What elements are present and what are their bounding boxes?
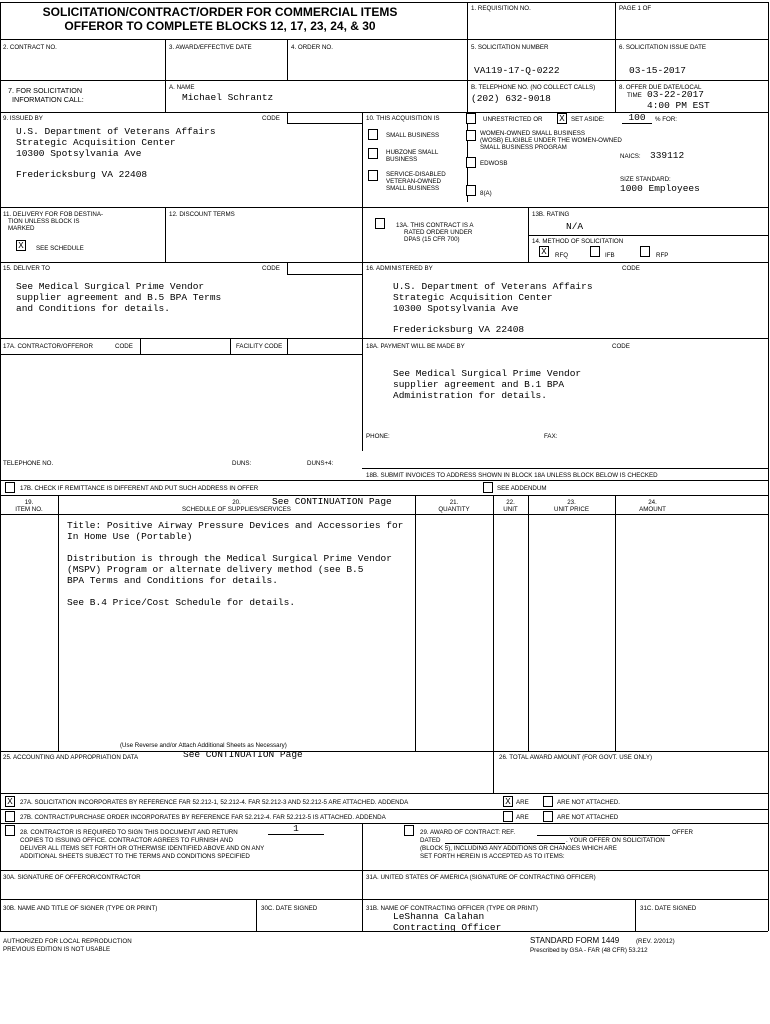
contact-phone[interactable]: (202) 632-9018 [471, 93, 551, 104]
small-business-label: SMALL BUSINESS [386, 132, 440, 139]
payment-line: Administration for details. [393, 390, 547, 401]
deliver-to-line: supplier agreement and B.5 BPA Terms [16, 292, 222, 303]
27b-checkbox[interactable] [5, 811, 15, 822]
delivery-fob-label: 11. DELIVERY FOR FOB DESTINA- TION UNLESS BLOCK IS MARKED [3, 211, 104, 232]
29-ref-blank[interactable] [537, 835, 670, 836]
payment-phone-label: PHONE: [366, 433, 390, 440]
unit-price-header: 23. UNIT PRICE [554, 499, 589, 513]
see-addendum-label: SEE ADDENDUM [497, 485, 547, 492]
contractor-code-label: CODE [115, 343, 133, 350]
total-award-label: 26. TOTAL AWARD AMOUNT (FOR GOVT. USE ONLY) [499, 754, 653, 761]
29-line: 29. AWARD OF CONTRACT: REF. [420, 829, 516, 836]
duns4-label: DUNS+4: [307, 460, 334, 467]
27a-checkbox[interactable]: X [5, 796, 15, 807]
administered-by-label: 16. ADMINISTERED BY [366, 265, 433, 272]
payment-fax-label: FAX: [544, 433, 558, 440]
rated-order-label: 13A. THIS CONTRACT IS A RATED ORDER UNDER DPAS (15 CFR 700) [396, 222, 474, 243]
28-line: ADDITIONAL SHEETS SUBJECT TO THE TERMS AND CONDITIONS SPECIFIED [20, 853, 250, 860]
item-no-header: 19. ITEM NO. [15, 499, 43, 513]
amount-header: 24. AMOUNT [639, 499, 666, 513]
29-dated-blank[interactable] [445, 843, 565, 844]
administered-by-line: Fredericksburg VA 22408 [393, 324, 525, 335]
requisition-no-label: 1. REQUISITION NO. [471, 5, 531, 12]
unit-header: 22. UNIT [503, 499, 518, 513]
are-attached-label-2: ARE [516, 814, 529, 821]
unrestricted-label: UNRESTRICTED OR [483, 116, 543, 123]
deliver-to-label: 15. DELIVER TO [3, 265, 50, 272]
schedule-footer-note: (Use Reverse and/or Attach Additional Sheets as Necessary) [120, 742, 287, 749]
remittance-checkbox[interactable] [5, 482, 15, 493]
rated-order-checkbox[interactable] [375, 218, 385, 229]
contractor-label: 17A. CONTRACTOR/OFFEROR [3, 343, 93, 350]
award-date-label: 3. AWARD/EFFECTIVE DATE [169, 44, 252, 51]
contractor-telephone-label: TELEPHONE NO. [3, 460, 54, 467]
submit-invoices-label: 18B. SUBMIT INVOICES TO ADDRESS SHOWN IN BLOCK 18A UNLESS BLOCK BELOW IS CHECKED [366, 472, 658, 479]
form-title-line2: OFFEROR TO COMPLETE BLOCKS 12, 17, 23, 24, & 30 [64, 19, 376, 33]
form-number: STANDARD FORM 1449 [530, 936, 620, 945]
naics-label: NAICS: [620, 153, 641, 160]
schedule-body-line: Distribution is through the Medical Surgical Prime Vendor [67, 553, 392, 564]
name-label: A. NAME [169, 84, 195, 91]
naics-code[interactable]: 339112 [650, 150, 685, 161]
hubzone-label: HUBZONE SMALL BUSINESS [386, 149, 439, 163]
prescribed-by: Prescribed by GSA - FAR (48 CFR) 53.212 [530, 947, 648, 954]
30c-label: 30C. DATE SIGNED [261, 905, 318, 912]
29-checkbox[interactable] [404, 825, 414, 836]
wosb-label: WOMEN-OWNED SMALL BUSINESS (WOSB) ELIGIBLE UNDER THE WOMEN-OWNED SMALL BUSINESS PROGRAM [480, 130, 622, 151]
issued-by-line: Fredericksburg VA 22408 [16, 169, 148, 180]
are-not-attached-checkbox[interactable] [543, 796, 553, 807]
offer-due-time[interactable]: 4:00 PM EST [647, 100, 710, 111]
form-revision: (REV. 2/2012) [636, 938, 675, 945]
ifb-label: IFB [605, 252, 615, 259]
29-dated-label: DATED [420, 837, 441, 844]
method-label: 14. METHOD OF SOLICITATION [532, 238, 624, 245]
small-business-checkbox[interactable] [368, 129, 378, 140]
31b-label: 31B. NAME OF CONTRACTING OFFICER (TYPE OR PRINT) [366, 905, 538, 912]
solicitation-no-label: 5. SOLICITATION NUMBER [471, 44, 549, 51]
offer-due-time-label: TIME [627, 92, 642, 99]
copies-count[interactable]: 1 [268, 823, 324, 835]
accounting-label: 25. ACCOUNTING AND APPROPRIATION DATA [3, 754, 139, 761]
offer-due-date[interactable]: 03-22-2017 [647, 89, 705, 100]
contact-name[interactable]: Michael Schrantz [182, 92, 274, 103]
28-checkbox[interactable] [5, 825, 15, 836]
are-attached-checkbox-2[interactable] [503, 811, 513, 822]
are-not-attached-checkbox-2[interactable] [543, 811, 553, 822]
administered-by-line: U.S. Department of Veterans Affairs [393, 281, 593, 292]
see-addendum-checkbox[interactable] [483, 482, 493, 493]
set-aside-label: SET ASIDE: [571, 116, 605, 123]
previous-edition-note: PREVIOUS EDITION IS NOT USABLE [3, 946, 111, 953]
schedule-body-line: See B.4 Price/Cost Schedule for details. [67, 597, 296, 608]
28-line: 28. CONTRACTOR IS REQUIRED TO SIGN THIS DOCUMENT AND RETURN [20, 829, 238, 836]
administered-by-code-label: CODE [622, 265, 640, 272]
sdvosb-label: SERVICE-DISABLED VETERAN-OWNED SMALL BUSINESS [386, 171, 446, 192]
rfq-label: RFQ [555, 252, 569, 259]
rating-label: 13B. RATING [532, 211, 570, 218]
deliver-to-line: and Conditions for details. [16, 303, 170, 314]
size-standard-label: SIZE STANDARD: [620, 176, 671, 183]
are-attached-checkbox[interactable]: X [503, 796, 513, 807]
28-line: COPIES TO ISSUING OFFICE. CONTRACTOR AGREES TO FURNISH AND [20, 837, 233, 844]
facility-code-label: FACILITY CODE [236, 343, 283, 350]
see-schedule-label: SEE SCHEDULE [36, 245, 84, 252]
form-title-line1: SOLICITATION/CONTRACT/ORDER FOR COMMERCIAL ITEMS [42, 5, 398, 19]
contract-no-label: 2. CONTRACT NO. [3, 44, 57, 51]
order-no-label: 4. ORDER NO. [291, 44, 333, 51]
29-offer-label: OFFER [672, 829, 693, 836]
deliver-to-code-label: CODE [262, 265, 280, 272]
solicitation-info-label: 7. FOR SOLICITATION INFORMATION CALL: [8, 86, 84, 104]
phone-label: B. TELEPHONE NO. (NO COLLECT CALLS) [471, 84, 596, 91]
payment-code-label: CODE [612, 343, 630, 350]
8a-checkbox[interactable] [466, 185, 476, 196]
offer-due-label: 8. OFFER DUE DATE/LOCAL [619, 84, 702, 91]
duns-label: DUNS: [232, 460, 252, 467]
acquisition-label: 10. THIS ACQUISITION IS [366, 115, 440, 122]
contracting-officer-name: LeShanna Calahan [393, 911, 485, 922]
28-line: DELIVER ALL ITEMS SET FORTH OR OTHERWISE IDENTIFIED ABOVE AND ON ANY [20, 845, 265, 852]
payment-line: supplier agreement and B.1 BPA [393, 379, 565, 390]
30a-label: 30A. SIGNATURE OF OFFEROR/CONTRACTOR [3, 874, 141, 881]
rfp-checkbox[interactable] [640, 246, 650, 257]
issued-by-line: U.S. Department of Veterans Affairs [16, 126, 216, 137]
are-attached-label: ARE [516, 799, 529, 806]
see-schedule-checkbox[interactable]: X [16, 240, 26, 251]
are-not-attached-label: ARE NOT ATTACHED. [557, 799, 620, 806]
schedule-header: 20. SCHEDULE OF SUPPLIES/SERVICES [182, 499, 291, 513]
schedule-body-line: (MSPV) Program or alternate delivery method (see B.5 [67, 564, 364, 575]
wosb-checkbox[interactable] [466, 130, 476, 141]
administered-by-line: 10300 Spotsylvania Ave [393, 303, 519, 314]
issued-by-line: 10300 Spotsylvania Ave [16, 148, 142, 159]
are-not-attached-label-2: ARE NOT ATTACHED [557, 814, 619, 821]
issue-date[interactable]: 03-15-2017 [629, 65, 687, 76]
edwosb-checkbox[interactable] [466, 157, 476, 168]
percent-for-label: % FOR: [655, 116, 678, 123]
page-label: PAGE 1 OF [619, 5, 652, 12]
rfp-label: RFP [656, 252, 669, 259]
issued-by-code-label: CODE [262, 115, 280, 122]
contracting-officer-title: Contracting Officer [393, 922, 502, 933]
discount-terms-label: 12. DISCOUNT TERMS [169, 211, 235, 218]
solicitation-number[interactable]: VA119-17-Q-0222 [474, 65, 560, 76]
rating-value[interactable]: N/A [566, 221, 584, 232]
unrestricted-checkbox[interactable] [466, 113, 476, 124]
deliver-to-line: See Medical Surgical Prime Vendor [16, 281, 205, 292]
remittance-label: 17B. CHECK IF REMITTANCE IS DIFFERENT AND PUT SUCH ADDRESS IN OFFER [20, 485, 259, 492]
sdvosb-checkbox[interactable] [368, 170, 378, 181]
payment-line: See Medical Surgical Prime Vendor [393, 368, 582, 379]
29-line: SET FORTH HEREIN IS ACCEPTED AS TO ITEMS: [420, 853, 565, 860]
27a-label: 27A. SOLICITATION INCORPORATES BY REFERENCE FAR 52.212-1, 52.212-4. FAR 52.212-3 AND 52.212-5 ARE ATTACHED. ADDENDA [20, 799, 409, 806]
29-line: (BLOCK 5), INCLUDING ANY ADDITIONS OR CHANGES WHICH ARE [420, 845, 617, 852]
quantity-header: 21. QUANTITY [438, 499, 470, 513]
accounting-value: See CONTINUATION Page [183, 749, 303, 760]
issued-by-line: Strategic Acquisition Center [16, 137, 176, 148]
8a-label: 8(A) [480, 190, 492, 197]
schedule-body-line: In Home Use (Portable) [67, 531, 193, 542]
size-standard[interactable]: 1000 Employees [620, 183, 700, 194]
rfq-checkbox[interactable]: X [539, 246, 549, 257]
29-line: . YOUR OFFER ON SOLICITATION [566, 837, 665, 844]
edwosb-label: EDWOSB [480, 160, 508, 167]
issued-by-label: 9. ISSUED BY [3, 115, 43, 122]
27b-label: 27B. CONTRACT/PURCHASE ORDER INCORPORATES BY REFERENCE FAR 52.212-4. FAR 52.212-5 IS ATTACHED. ADDENDA [20, 814, 386, 821]
hubzone-checkbox[interactable] [368, 148, 378, 159]
schedule-body-line: Title: Positive Airway Pressure Devices and Accessories for [67, 520, 404, 531]
schedule-body-line: BPA Terms and Conditions for details. [67, 575, 278, 586]
issue-date-label: 6. SOLICITATION ISSUE DATE [619, 44, 706, 51]
31c-label: 31C. DATE SIGNED [640, 905, 697, 912]
reproduction-note: AUTHORIZED FOR LOCAL REPRODUCTION [3, 938, 132, 945]
30b-label: 30B. NAME AND TITLE OF SIGNER (TYPE OR PRINT) [3, 905, 158, 912]
set-aside-percent[interactable]: 100 [622, 112, 652, 124]
administered-by-line: Strategic Acquisition Center [393, 292, 553, 303]
schedule-continuation: See CONTINUATION Page [272, 496, 392, 507]
31a-label: 31A. UNITED STATES OF AMERICA (SIGNATURE OF CONTRACTING OFFICER) [366, 874, 596, 881]
payment-label: 18A. PAYMENT WILL BE MADE BY [366, 343, 465, 350]
ifb-checkbox[interactable] [590, 246, 600, 257]
set-aside-checkbox[interactable]: X [557, 113, 567, 124]
